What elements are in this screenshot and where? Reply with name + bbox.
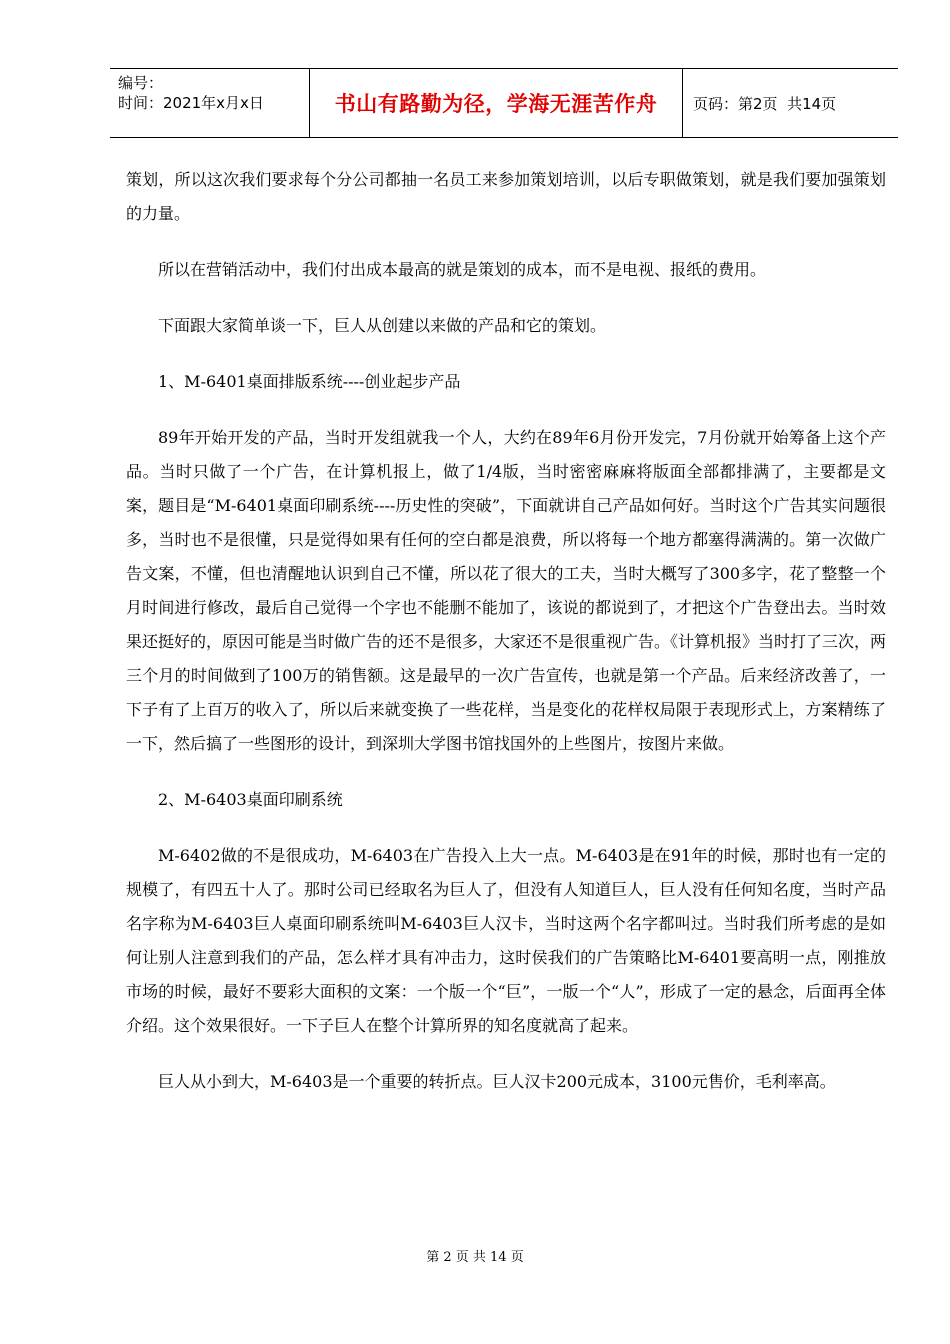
paragraph: 下面跟大家简单谈一下，巨人从创建以来做的产品和它的策划。 xyxy=(158,316,607,335)
section-heading: 1、M-6401桌面排版系统----创业起步产品 xyxy=(158,372,461,391)
header-meta-cell xyxy=(110,69,310,137)
header-motto: 书山有路勤为径，学海无涯苦作舟 xyxy=(310,69,683,137)
paragraph: M-6402做的不是很成功，M-6403在广告投入上大一点。M-6403是在91年的时候，那时也有一定的规模了，有四五十人了。那时公司已经取名为巨人了，但没有人知道巨人，巨人没有任何知名度，当时产品名字称为M-6403巨人桌面印刷系统叫M-6403巨人汉卡，当时这两个名字都叫过。当时我们所考虑的是如何让别人注意到我们的产品，怎么样才具有冲击力，这时侯我们的广告策略比M-6401要高明一点，刚推放市场的时候，最好不要彩大面积的文案：一个版一个“巨”，一版一个“人”，形成了一定的悬念，后面再全体介绍。这个效果很好。一下子巨人在整个计算所界的知名度就高了起来。 xyxy=(126,846,886,1035)
paragraph: 巨人从小到大，M-6403是一个重要的转折点。巨人汉卡200元成本，3100元售价，毛利率高。 xyxy=(158,1072,836,1091)
date-line: 时间：2021年x月x日 xyxy=(118,94,264,112)
serial-label: 编号： xyxy=(118,74,164,92)
document-body xyxy=(126,163,886,1121)
page-header xyxy=(110,68,898,138)
paragraph: 策划，所以这次我们要求每个分公司都抽一名员工来参加策划培训，以后专职做策划，就是我们要加强策划的力量。 xyxy=(126,170,886,223)
page-footer: 第 2 页 共 14 页 xyxy=(426,1250,524,1265)
paragraph: 89年开始开发的产品，当时开发组就我一个人，大约在89年6月份开发完，7月份就开始筹备上这个产品。当时只做了一个广告，在计算机报上，做了1/4版，当时密密麻麻将版面全部都排满了，主要都是文案，题目是“M-6401桌面印刷系统----历史性的突破”，下面就讲自己产品如何好。当时这个广告其实问题很多，当时也不是很懂，只是觉得如果有任何的空白都是浪费，所以将每一个地方都塞得满满的。第一次做广告文案，不懂，但也清醒地认识到自己不懂，所以花了很大的工夫，当时大概写了300多字，花了整整一个月时间进行修改，最后自己觉得一个字也不能删不能加了，该说的都说到了，才把这个广告登出去。当时效果还挺好的，原因可能是当时做广告的还不是很多，大家还不是很重视广告。《计算机报》当时打了三次，两三个月的时间做到了100万的销售额。这是最早的一次广告宣传，也就是第一个产品。后来经济改善了，一下子有了上百万的收入了，所以后来就变换了一些花样，当是变化的花样权局限于表现形式上，方案精练了一下，然后搞了一些图形的设计，到深圳大学图书馆找国外的上些图片，按图片来做。 xyxy=(126,428,887,753)
section-heading: 2、M-6403桌面印刷系统 xyxy=(158,790,343,809)
header-page-info: 页码：第2页 共14页 xyxy=(693,94,837,113)
paragraph: 所以在营销活动中，我们付出成本最高的就是策划的成本，而不是电视、报纸的费用。 xyxy=(158,260,767,279)
